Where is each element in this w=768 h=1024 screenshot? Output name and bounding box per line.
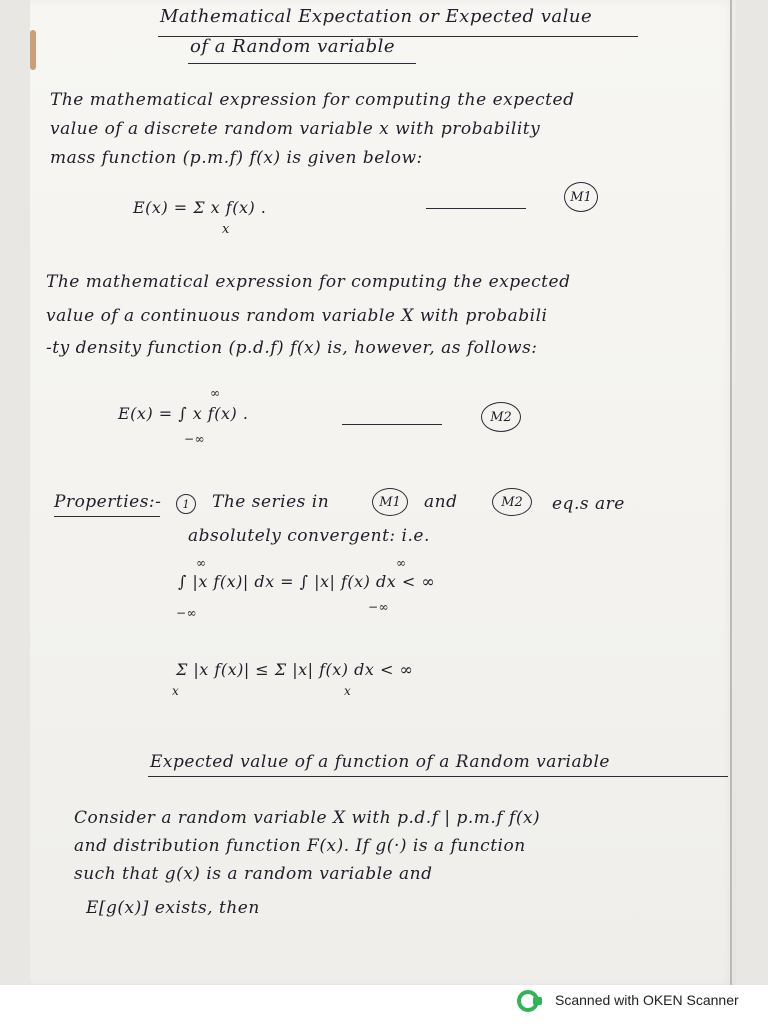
properties-eqs: eq.s are [552,494,625,514]
discrete-sum-subscript: x [222,222,230,237]
properties-heading: Properties:- [54,492,162,512]
function-heading-underline [148,776,728,777]
discrete-text-line3: mass function (p.m.f) f(x) is given below: [50,148,423,168]
oken-scanner-logo-icon [517,989,545,1013]
scanner-watermark-text: Scanned with OKEN Scanner [555,992,739,1008]
continuous-lower-limit: −∞ [184,432,206,446]
sum-subscript-1: x [172,684,180,698]
integral-expression: ∫ |x f(x)| dx = ∫ |x| f(x) dx < ∞ [178,572,436,591]
function-section-heading: Expected value of a function of a Random variable [150,752,610,772]
integral-upper-1: ∞ [196,556,207,570]
sum-expression: Σ |x f(x)| ≤ Σ |x| f(x) dx < ∞ [176,660,414,679]
integral-upper-2: ∞ [396,556,407,570]
continuous-text-line1: The mathematical expression for computing the expected [46,272,571,292]
continuous-formula: E(x) = ∫ x f(x) . [118,404,249,423]
page-title-line2: of a Random variable [190,36,396,57]
continuous-dash [342,424,442,425]
properties-and: and [424,492,458,512]
integral-lower-1: −∞ [176,606,198,620]
discrete-text-line1: The mathematical expression for computing the expected [50,90,575,110]
sum-subscript-2: x [344,684,352,698]
binding-mark [30,30,36,70]
discrete-dash [426,208,526,209]
item-number-1: 1 [176,494,196,514]
function-text-line4: E[g(x)] exists, then [86,898,260,918]
function-text-line2: and distribution function F(x). If g(·) is a function [74,836,526,856]
continuous-text-line2: value of a continuous random variable X with probabili [46,306,548,326]
tag-m1: M1 [564,182,598,212]
tag-m1-ref: M1 [372,488,408,516]
properties-line2: absolutely convergent: i.e. [188,526,430,546]
tag-m2-ref: M2 [492,488,532,516]
page-title-line1: Mathematical Expectation or Expected value [160,6,593,27]
tag-m2: M2 [481,402,521,432]
page-edge [730,0,732,985]
function-text-line1: Consider a random variable X with p.d.f | p.m.f f(x) [74,808,541,828]
continuous-text-line3: -ty density function (p.d.f) f(x) is, however, as follows: [46,338,538,358]
title-underline-2 [188,63,416,64]
function-text-line3: such that g(x) is a random variable and [74,864,433,884]
discrete-formula: E(x) = Σ x f(x) . [133,198,267,217]
properties-underline [54,516,160,517]
properties-line1: The series in [212,492,330,512]
integral-lower-2: −∞ [368,600,390,614]
continuous-upper-limit: ∞ [210,386,221,400]
discrete-text-line2: value of a discrete random variable x with probability [50,119,541,139]
